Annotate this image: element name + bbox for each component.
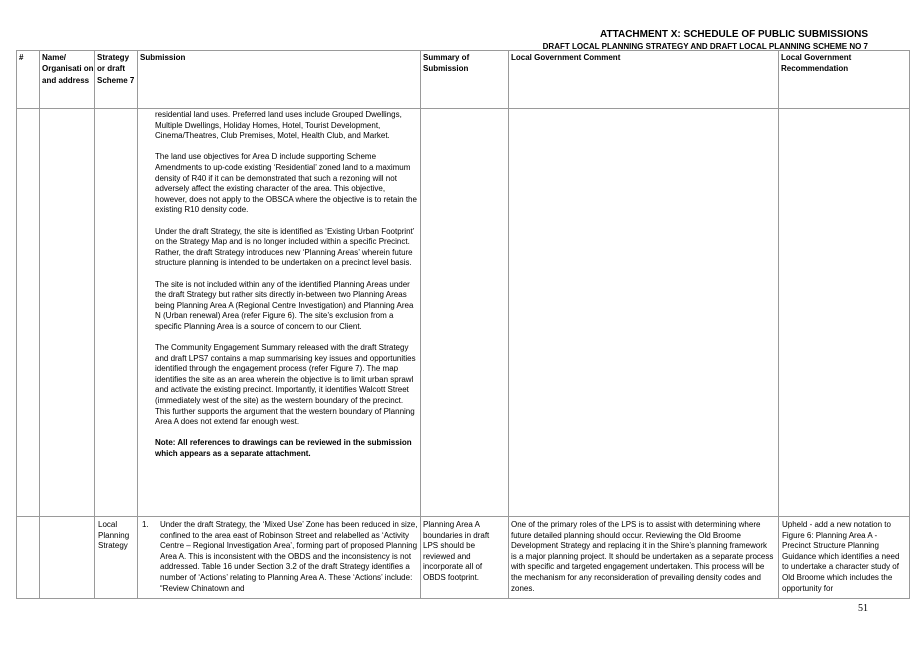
column-divider: [94, 50, 95, 598]
submission-cell: Under the draft Strategy, the ‘Mixed Use’ Zone has been reduced in size, confined to the area east of Robinson Street and relabelled as ‘Activity Centre – Regional Investigation Area’, forming part of proposed Planning Area A. This is inconsistent with the OBDS and the inconsistency is not addressed. Table 16 under Section 3.2 of the draft Strategy identifies a number of ‘Actions’ relating to Planning Area A. These ‘Actions’ include: “Review Chinatown and: [160, 520, 418, 593]
submission-paragraph: residential land uses. Preferred land uses include Grouped Dwellings, Multiple Dwellings, Holiday Homes, Hotel, Tourist Development, Cinema/Theatres, Club Premises, Motel, Health Club, and Market.: [155, 110, 402, 141]
column-header-name: Name/ Organisati on and address: [42, 53, 94, 85]
column-divider: [778, 50, 779, 598]
column-divider: [137, 50, 138, 598]
submission-paragraph: Under the draft Strategy, the site is identified as ‘Existing Urban Footprint’ on the Strategy Map and is no longer included within a specific Precinct. Rather, the draft Strategy introduces new ‘Planning Areas’ wherein future structure planning is intended to be undertaken on a precinct level basis.: [155, 226, 415, 268]
summary-cell: Planning Area A boundaries in draft LPS should be reviewed and incorporate all of OBDS footprint.: [423, 520, 490, 582]
attachment-subtitle: DRAFT LOCAL PLANNING STRATEGY AND DRAFT LOCAL PLANNING SCHEME NO 7: [542, 42, 868, 51]
table-border-bottom: [16, 598, 910, 599]
column-divider: [420, 50, 421, 598]
column-header-summary: Summary of Submission: [423, 53, 470, 74]
recommendation-cell: Upheld - add a new notation to Figure 6: Planning Area A - Precinct Structure Planning Guidance which identifies a need to undertake a character study of Old Broome which includes the opportunity for: [782, 520, 900, 593]
column-divider: [39, 50, 40, 598]
column-divider: [508, 50, 509, 598]
submission-paragraph: The land use objectives for Area D include supporting Scheme Amendments to up-code existing ‘Residential’ zoned land to a maximum density of R40 if it can be demonstrated that such a rezoning will not adversely affect the existing character of the area. This objective, however, does not apply to the OBSCA where the objective is to retain the existing R10 density code.: [155, 152, 417, 215]
comment-cell: One of the primary roles of the LPS is to assist with determining where future detailed planning should occur. Reviewing the Old Broome Development Strategy and replacing it in the Shire’s planning framework is a major planning project. It should be undertaken as a separate process with specific and targeted engagement undertaken. This process will be the mechanism for any reconsideration of prevailing density codes and zones.: [511, 520, 774, 593]
attachment-note: Note: All references to drawings can be reviewed in the submission which appears as a separate attachment.: [155, 438, 412, 458]
table-border-right: [909, 50, 910, 598]
submission-continuation: [155, 110, 417, 470]
column-header-recommendation: Local Government Recommendation: [781, 53, 852, 74]
item-number: 1.: [142, 520, 149, 529]
header-row-divider: [16, 108, 910, 109]
page-number: 51: [858, 603, 868, 614]
submission-paragraph: The Community Engagement Summary released with the draft Strategy and draft LPS7 contains a map summarising key issues and opportunities identified through the engagement process (refer Figure 7). The map identifies the site as an area wherein the objective is to limit urban sprawl and activate the existing precinct. Importantly, it identifies Walcott Street (immediately west of the site) as the western boundary of the precinct. This further supports the argument that the western boundary of Planning Area A does not extend far enough west.: [155, 343, 416, 427]
submission-paragraph: The site is not included within any of the identified Planning Areas under the draft Strategy but rather sits directly in-between two Planning Areas being Planning Area A (Regional Centre Investigation) and Planning Area N (Urban renewal) Area (refer Figure 6). The site’s exclusion from a specific Planning Area is a source of concern to our Client.: [155, 279, 414, 331]
column-header-number: #: [19, 53, 24, 62]
column-header-submission: Submission: [140, 53, 186, 62]
column-header-comment: Local Government Comment: [511, 53, 621, 62]
row-divider: [16, 516, 910, 517]
table-border-left: [16, 50, 17, 598]
strategy-cell: Local Planning Strategy: [98, 520, 130, 551]
column-header-strategy: Strategy or draft Scheme 7: [97, 53, 135, 85]
attachment-title: ATTACHMENT X: SCHEDULE OF PUBLIC SUBMISSIONS: [600, 29, 868, 40]
